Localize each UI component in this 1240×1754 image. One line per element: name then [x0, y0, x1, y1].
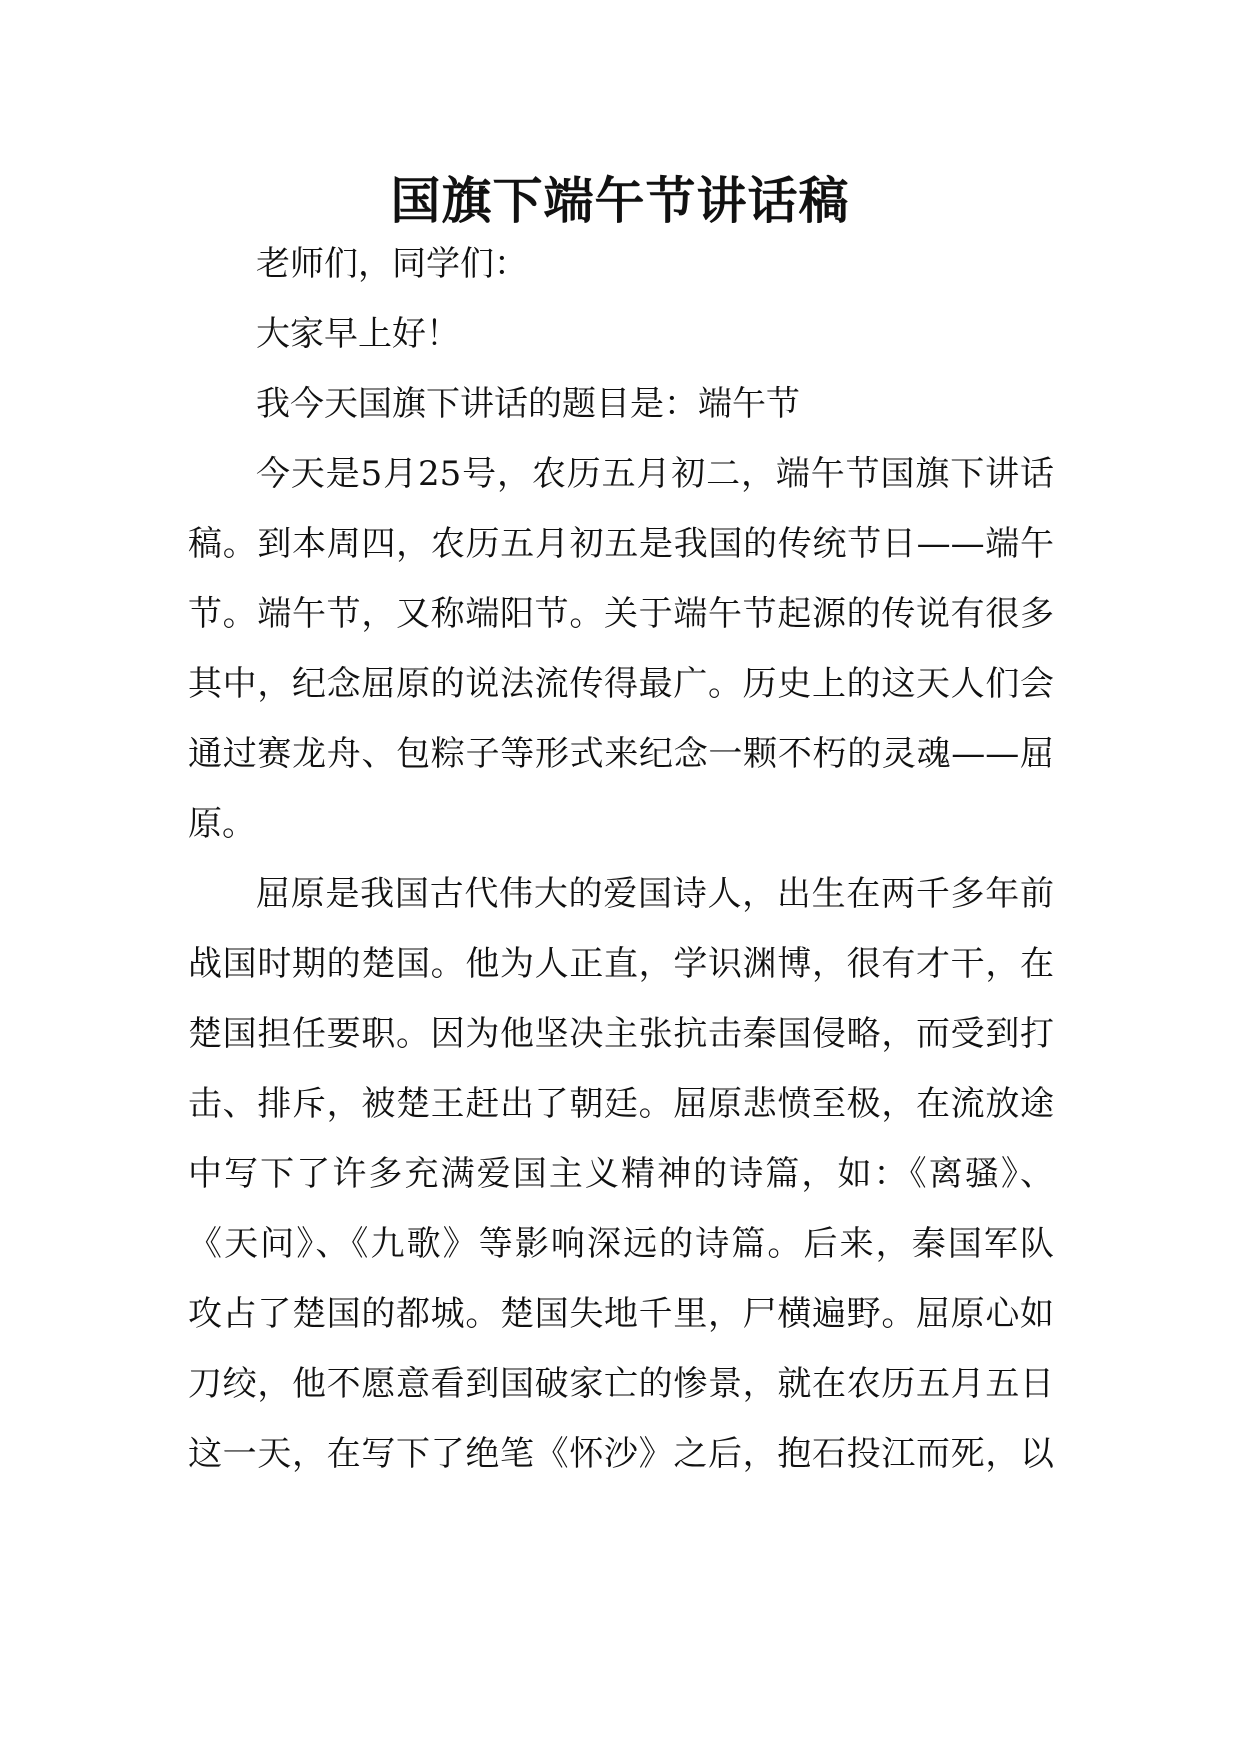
paragraph1-line: 今天是5月25号，农历五月初二，端午节国旗下讲话 — [256, 454, 1054, 494]
topic-line: 我今天国旗下讲话的题目是：端午节 — [256, 384, 800, 424]
greeting-line: 大家早上好！ — [256, 314, 460, 354]
document-title: 国旗下端午节讲话稿 — [390, 171, 850, 230]
paragraph1-line: 其中，纪念屈原的说法流传得最广。历史上的这天人们会 — [188, 664, 1054, 704]
paragraph2-line: 击、排斥，被楚王赶出了朝廷。屈原悲愤至极，在流放途 — [188, 1084, 1054, 1124]
paragraph1-line: 原。 — [188, 804, 256, 844]
paragraph2-line: 屈原是我国古代伟大的爱国诗人，出生在两千多年前 — [256, 874, 1054, 914]
paragraph2-line: 这一天，在写下了绝笔《怀沙》之后，抱石投江而死，以 — [188, 1434, 1054, 1474]
paragraph2-line: 楚国担任要职。因为他坚决主张抗击秦国侵略，而受到打 — [188, 1014, 1054, 1054]
paragraph2-line: 中写下了许多充满爱国主义精神的诗篇，如：《离骚》、 — [188, 1154, 1054, 1194]
paragraph2-line: 战国时期的楚国。他为人正直，学识渊博，很有才干，在 — [188, 944, 1054, 984]
paragraph2-line: 《天问》、《九歌》等影响深远的诗篇。后来，秦国军队 — [188, 1224, 1054, 1264]
paragraph2-line: 刀绞，他不愿意看到国破家亡的惨景，就在农历五月五日 — [188, 1364, 1054, 1404]
paragraph1-line: 稿。到本周四，农历五月初五是我国的传统节日——端午 — [188, 524, 1054, 564]
paragraph1-line: 通过赛龙舟、包粽子等形式来纪念一颗不朽的灵魂——屈 — [188, 734, 1054, 774]
paragraph2-line: 攻占了楚国的都城。楚国失地千里，尸横遍野。屈原心如 — [188, 1294, 1054, 1334]
salutation-line: 老师们，同学们： — [256, 244, 528, 284]
paragraph1-line: 节。端午节，又称端阳节。关于端午节起源的传说有很多 — [188, 594, 1054, 634]
